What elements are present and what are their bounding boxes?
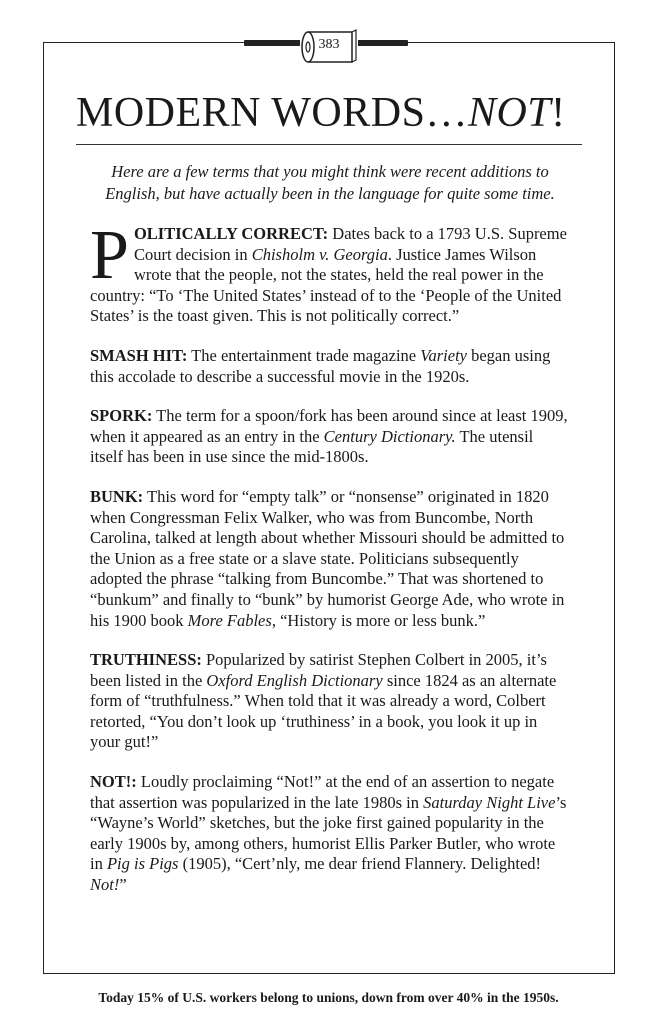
- drop-cap: P: [90, 217, 129, 294]
- entry-text: (1905), “Cert’nly, me dear friend Flannery. Delighted!: [178, 854, 542, 874]
- entries-list: [90, 217, 568, 915]
- entry-text: began using this accolade to describe a successful movie in the 1920s.: [90, 345, 551, 386]
- entry-italic: Oxford English Dictionary: [206, 670, 383, 690]
- page-number: 383: [318, 37, 340, 52]
- entry-smash-hit: [90, 346, 568, 387]
- entry-text: since 1824 as an alternate form of “truthfulness.” When told that it was already a word, Colbert retorted, “You don’t look up ‘truthiness’ in a book, you look it up in your gut!”: [90, 670, 557, 752]
- entry-italic: Variety: [420, 345, 467, 365]
- title-end: !: [551, 90, 566, 136]
- entry-term: NOT!:: [90, 772, 137, 792]
- entry-term: SMASH HIT:: [90, 345, 188, 365]
- entry-not: [90, 772, 568, 896]
- entry-text: . Justice James Wilson wrote that the people, not the states, held the real power in the country: “To ‘The United States’ instead of to the ‘People of the United States’ is the toast given. This is not politically correct.”: [90, 244, 562, 326]
- footer-fact: Today 15% of U.S. workers belong to unions, down from over 40% in the 1950s.: [98, 990, 559, 1005]
- entry-text: ”: [119, 875, 127, 895]
- entry-bunk: [90, 487, 568, 631]
- entry-term: BUNK:: [90, 486, 144, 506]
- entry-politically-correct: [90, 217, 568, 327]
- entry-text: The entertainment trade magazine: [187, 345, 421, 365]
- entry-text: Dates back to a 1793 U.S. Supreme Court decision in: [133, 224, 567, 264]
- entry-text: Popularized by satirist Stephen Colbert in 2005, it’s been listed in the: [90, 650, 547, 690]
- title-main: MODERN WORDS…: [76, 90, 468, 136]
- page-number-bar-left: [244, 40, 306, 46]
- page-title: [76, 92, 566, 134]
- entry-text: ’s “Wayne’s World” sketches, but the joke first gained popularity in the early 1900s by, among others, humorist Ellis Parker Butler, who wrote in: [90, 792, 567, 874]
- title-emphasis: NOT: [467, 90, 552, 136]
- intro-text: Here are a few terms that you might think were recent additions to English, but have actually been in the language for quite some time.: [105, 162, 555, 203]
- entry-text: This word for “empty talk” or “nonsense” originated in 1820 when Congressman Felix Walker, who was from Buncombe, North Carolina, talked at length about whether Missouri should be admitted to the Union as a free state or a slave state. Politicians subsequently adopted the phrase “talking from Buncombe.” That was shortened to “bunkum” and finally to “bunk” by humorist George Ade, who wrote in his 1900 book: [90, 486, 565, 630]
- entry-term: OLITICALLY CORRECT:: [133, 224, 329, 243]
- entry-term: SPORK:: [90, 406, 153, 426]
- entry-italic: Not!: [90, 875, 120, 895]
- entry-term: TRUTHINESS:: [90, 650, 202, 670]
- entry-truthiness: [90, 650, 568, 753]
- entry-text: Loudly proclaiming “Not!” at the end of an assertion to negate that assertion was popularized in the late 1980s in: [90, 772, 555, 812]
- entry-spork: [90, 406, 568, 468]
- entry-text: The utensil itself has been in use since the mid-1800s.: [90, 426, 534, 467]
- entry-italic: Chisholm v. Georgia: [251, 244, 388, 264]
- entry-italic: Century Dictionary.: [323, 426, 456, 446]
- entry-italic: More Fables: [187, 610, 272, 630]
- page-number-bar-right: [352, 40, 408, 46]
- entry-italic: Pig is Pigs: [106, 854, 179, 874]
- entry-text: , “History is more or less bunk.”: [271, 610, 486, 630]
- entry-text: The term for a spoon/fork has been around since at least 1909, when it appeared as an entry in the: [90, 406, 568, 446]
- title-rule: [76, 144, 582, 145]
- entry-italic: Saturday Night Live: [423, 792, 556, 812]
